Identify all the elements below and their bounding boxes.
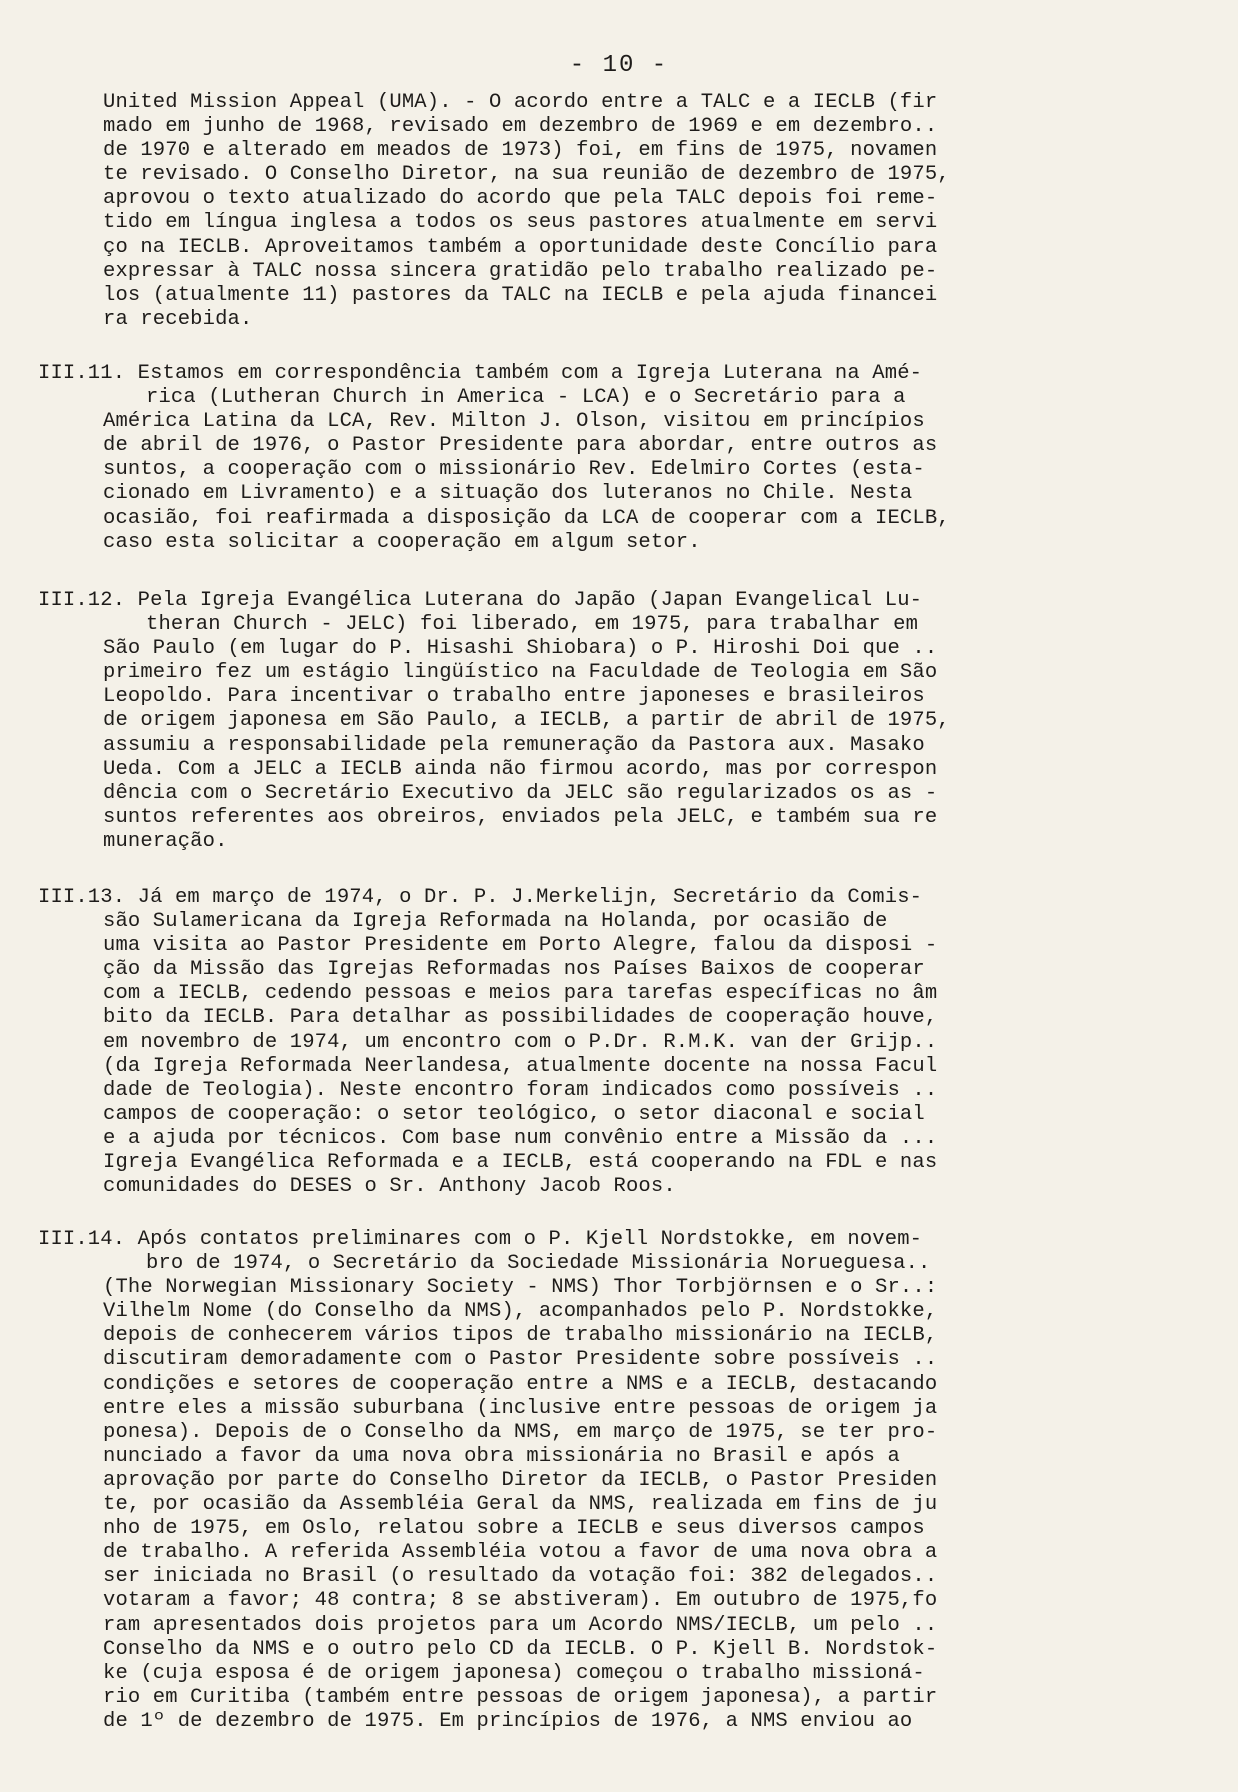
text-line: Leopoldo. Para incentivar o trabalho entre japoneses e brasileiros [103, 685, 925, 709]
text-line: ke (cuja esposa é de origem japonesa) começou o trabalho missioná- [103, 1661, 925, 1685]
text-line: cionado em Livramento) e a situação dos luteranos no Chile. Nesta [103, 482, 913, 506]
text-line: aprovou o texto atualizado do acordo que pela TALC depois foi reme- [103, 187, 938, 211]
text-line: tido em língua inglesa a todos os seus pastores atualmente em servi [103, 211, 938, 235]
text-line: United Mission Appeal (UMA). - O acordo entre a TALC e a IECLB (fir [103, 91, 938, 114]
text-line: III.11. Estamos em correspondência também com a Igreja Luterana na Amé- [38, 362, 923, 385]
paragraph-III-14 [38, 1228, 1188, 1734]
text-line: (da Igreja Reformada Neerlandesa, atualmente docente na nossa Facul [103, 1054, 938, 1078]
text-line: Ueda. Com a JELC a IECLB ainda não firmou acordo, mas por correspon [103, 757, 938, 781]
text-line: de abril de 1976, o Pastor Presidente para abordar, entre outros as [103, 434, 938, 458]
text-line: primeiro fez um estágio lingüístico na Faculdade de Teologia em São [103, 661, 938, 685]
text-line: campos de cooperação: o setor teológico, o setor diaconal e social [103, 1102, 925, 1126]
text-line: Conselho da NMS e o outro pelo CD da IECLB. O P. Kjell B. Nordstok- [103, 1637, 938, 1661]
text-line: comunidades do DESES o Sr. Anthony Jacob Roos. [103, 1175, 676, 1199]
text-line: e a ajuda por técnicos. Com base num convênio entre a Missão da ... [103, 1126, 938, 1150]
text-line: de 1º de dezembro de 1975. Em princípios de 1976, a NMS enviou ao [103, 1709, 913, 1733]
page-number: - 10 - [569, 52, 669, 79]
paragraph-III-12 [38, 589, 1188, 854]
text-line: dade de Teologia). Neste encontro foram indicados como possíveis .. [103, 1078, 938, 1102]
text-line: muneração. [103, 829, 228, 853]
text-line: te revisado. O Conselho Diretor, na sua reunião de dezembro de 1975, [103, 163, 950, 187]
text-line: entre eles a missão suburbana (inclusive entre pessoas de origem ja [103, 1396, 938, 1420]
text-line: te, por ocasião da Assembléia Geral da NMS, realizada em fins de ju [103, 1493, 938, 1517]
text-line: depois de conhecerem vários tipos de trabalho missionário na IECLB, [103, 1324, 938, 1348]
text-line: discutiram demoradamente com o Pastor Presidente sobre possíveis .. [103, 1348, 938, 1372]
text-line: caso esta solicitar a cooperação em algum setor. [103, 530, 701, 554]
paragraph-III-11 [38, 362, 1188, 555]
text-line: suntos referentes aos obreiros, enviados pela JELC, e também sua re [103, 805, 938, 829]
text-line: de trabalho. A referida Assembléia votou a favor de uma nova obra a [103, 1541, 938, 1565]
text-line: nunciado a favor da uma nova obra missionária no Brasil e após a [103, 1444, 900, 1468]
text-line: ção da Missão das Igrejas Reformadas nos Países Baixos de cooperar [103, 958, 925, 982]
text-line: aprovação por parte do Conselho Diretor da IECLB, o Pastor Presiden [103, 1468, 938, 1492]
text-line: rica (Lutheran Church in America - LCA) e o Secretário para a [146, 386, 906, 410]
text-line: los (atualmente 11) pastores da TALC na IECLB e pela ajuda financei [103, 283, 938, 307]
text-line: ocasião, foi reafirmada a disposição da LCA de cooperar com a IECLB, [103, 506, 950, 530]
text-line: ram apresentados dois projetos para um Acordo NMS/IECLB, um pelo .. [103, 1613, 938, 1637]
text-line: bito da IECLB. Para detalhar as possibilidades de cooperação houve, [103, 1006, 938, 1030]
paragraph-intro [38, 91, 1188, 332]
text-line: uma visita ao Pastor Presidente em Porto Alegre, falou da disposi - [103, 934, 938, 958]
text-line: são Sulamericana da Igreja Reformada na Holanda, por ocasião de [103, 910, 888, 934]
paragraph-III-13 [38, 886, 1188, 1199]
text-line: ra recebida. [103, 307, 253, 331]
text-line: expressar à TALC nossa sincera gratidão pelo trabalho realizado pe- [103, 259, 938, 283]
text-line: suntos, a cooperação com o missionário Rev. Edelmiro Cortes (esta- [103, 458, 925, 482]
text-line: São Paulo (em lugar do P. Hisashi Shiobara) o P. Hiroshi Doi que .. [103, 637, 938, 661]
text-line: Igreja Evangélica Reformada e a IECLB, está cooperando na FDL e nas [103, 1151, 938, 1175]
text-line: III.12. Pela Igreja Evangélica Luterana do Japão (Japan Evangelical Lu- [38, 589, 923, 612]
text-line: mado em junho de 1968, revisado em dezembro de 1969 e em dezembro.. [103, 115, 938, 139]
text-line: América Latina da LCA, Rev. Milton J. Olson, visitou em princípios [103, 410, 925, 434]
text-line: rio em Curitiba (também entre pessoas de origem japonesa), a partir [103, 1685, 938, 1709]
text-line: ço na IECLB. Aproveitamos também a oportunidade deste Concílio para [103, 235, 938, 259]
text-line: condições e setores de cooperação entre a NMS e a IECLB, destacando [103, 1372, 938, 1396]
text-line: assumiu a responsabilidade pela remuneração da Pastora aux. Masako [103, 733, 925, 757]
text-line: ser iniciada no Brasil (o resultado da votação foi: 382 delegados.. [103, 1565, 938, 1589]
text-line: votaram a favor; 48 contra; 8 se abstiveram). Em outubro de 1975,fo [103, 1589, 938, 1613]
text-line: em novembro de 1974, um encontro com o P.Dr. R.M.K. van der Grijp.. [103, 1030, 938, 1054]
text-line: ponesa). Depois de o Conselho da NMS, em março de 1975, se ter pro- [103, 1420, 938, 1444]
text-line: theran Church - JELC) foi liberado, em 1975, para trabalhar em [146, 613, 919, 637]
text-line: com a IECLB, cedendo pessoas e meios para tarefas específicas no âm [103, 982, 938, 1006]
text-line: nho de 1975, em Oslo, relatou sobre a IECLB e seus diversos campos [103, 1517, 925, 1541]
text-line: Vilhelm Nome (do Conselho da NMS), acompanhados pelo P. Nordstokke, [103, 1300, 938, 1324]
text-line: de origem japonesa em São Paulo, a IECLB, a partir de abril de 1975, [103, 709, 950, 733]
text-line: III.14. Após contatos preliminares com o P. Kjell Nordstokke, em novem- [38, 1228, 923, 1251]
text-line: de 1970 e alterado em meados de 1973) foi, em fins de 1975, novamen [103, 139, 938, 163]
text-line: bro de 1974, o Secretário da Sociedade Missionária Norueguesa.. [146, 1252, 931, 1276]
text-line: III.13. Já em março de 1974, o Dr. P. J.Merkelijn, Secretário da Comis- [38, 886, 923, 909]
text-line: (The Norwegian Missionary Society - NMS) Thor Torbjörnsen e o Sr..: [103, 1276, 938, 1300]
text-line: dência com o Secretário Executivo da JELC são regularizados os as - [103, 781, 938, 805]
